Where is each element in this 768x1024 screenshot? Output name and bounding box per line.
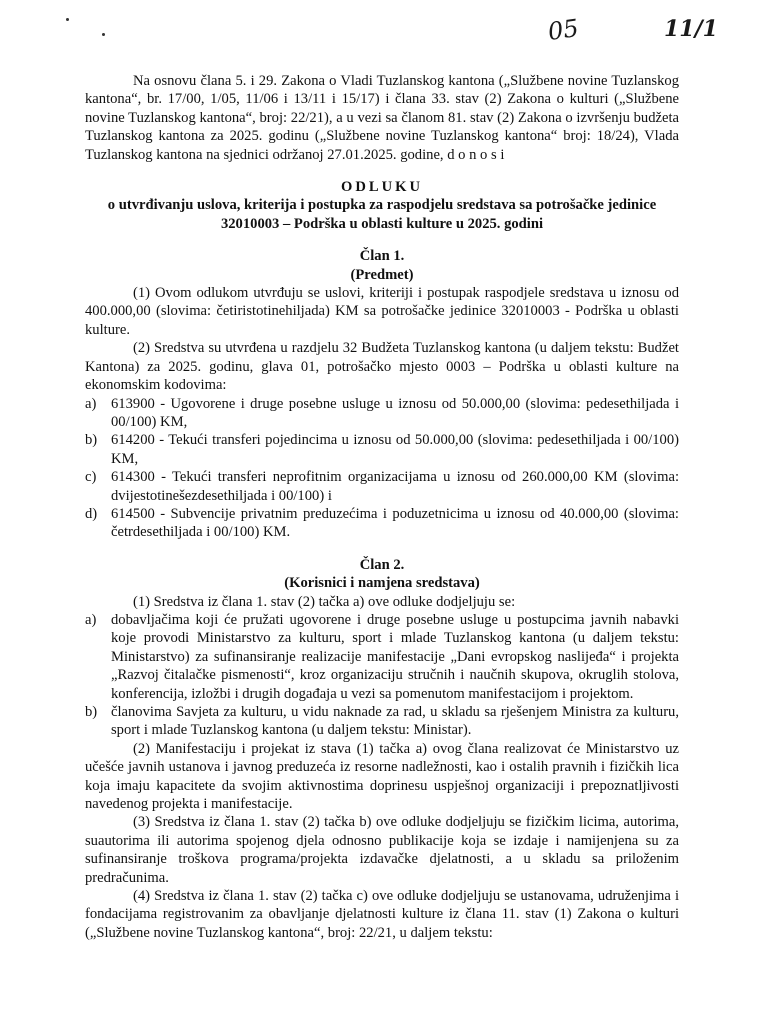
handwritten-page-number: 11/1	[664, 16, 718, 42]
list-marker: a)	[85, 395, 97, 412]
article-2-beneficiary-list	[85, 611, 679, 740]
list-item	[85, 395, 679, 432]
list-marker: d)	[85, 505, 98, 522]
list-item-text: 614500 - Subvencije privatnim preduzećima i poduzetnicima u iznosu od 40.000,00 (slovima: četrdesethiljada i 00/100) KM.	[111, 505, 679, 541]
article-1-paragraph-2: (2) Sredstva su utvrđena u razdjelu 32 Budžeta Tuzlanskog kantona (u daljem tekstu: Budžet Kantona) za 2025. godinu, glava 01, potrošačko mjesto 0003 – Podrška u oblasti kulture na ekonomskim kodovima:	[85, 340, 679, 394]
list-item	[85, 431, 679, 468]
list-item-text: 613900 - Ugovorene i druge posebne usluge u iznosu od 50.000,00 (slovima: pedesethiljada i 00/100) KM,	[111, 395, 679, 430]
list-marker: b)	[85, 704, 98, 720]
article-2-paragraph-4: (4) Sredstva iz člana 1. stav (2) tačka c) ove odluke dodjeljuju se ustanovama, udruženjima i fondacijama registrovanim za obavljanje djelatnosti kulture iz člana 11. stav (1) Zakona o kulturi („Službene novine Tuzlanskog kantona“, broj: 22/21, u daljem tekstu:	[85, 888, 679, 941]
document-title: ODLUKU	[340, 179, 424, 196]
scan-speck	[102, 33, 105, 36]
list-item	[85, 611, 679, 703]
list-item	[85, 505, 679, 542]
handwritten-mark-left: 05	[546, 14, 581, 46]
article-1-paragraph-1: (1) Ovom odlukom utvrđuju se uslovi, kriteriji i postupak raspodjele sredstava u iznosu od 400.000,00 (slovima: četiristotinehiljada) KM sa potrošačke jedinice 32010003 - Podrška u oblasti kulture.	[85, 285, 679, 338]
list-item-text: članovima Savjeta za kulturu, u vidu naknade za rad, u skladu sa rješenjem Ministra za kulturu, sport i mlade Tuzlanskog kantona (u daljem tekstu: Ministar).	[111, 704, 679, 739]
list-item-text: 614200 - Tekući transferi pojedincima u iznosu od 50.000,00 (slovima: pedesethiljada i 00/100) KM,	[111, 432, 679, 467]
scan-speck	[66, 18, 69, 21]
list-item	[85, 703, 679, 740]
list-marker: b)	[85, 432, 98, 449]
article-2-paragraph-2: (2) Manifestaciju i projekat iz stava (1) tačka a) ovog člana realizovat će Ministarstvo uz učešće javnih ustanova i javnog preduzeća iz resorne nadležnosti, kao i ostalih pravnih i fizičkih lica koja imaju kapacitete da svojim aktivnostima doprinesu uspješnoj organizaciji i prepoznatljivosti navedenog projekta i manifestacije.	[85, 740, 679, 813]
article-2-paragraph-3: (3) Sredstva iz člana 1. stav (2) tačka b) ove odluke dodjeljuju se fizičkim licima, autorima, suautorima ili autorima spojenog djela odnosno publikacije koja se izdaje i namijenjena su za sufinansiranje troškova programa/projekta izdavačke djelatnosti, a u skladu sa priloženim predračunima.	[85, 814, 679, 886]
preamble: Na osnovu člana 5. i 29. Zakona o Vladi Tuzlanskog kantona („Službene novine Tuzlanskog kantona“, br. 17/00, 1/05, 11/06 i 13/11 i 15/17) i člana 33. stav (2) Zakona o kulturi („Službene novine Tuzlanskog kantona“, broj: 22/21), a u vezi sa članom 81. stav (2) Zakona o izvršenju budžeta Tuzlanskog kantona za 2025. godinu („Službene novine Tuzlanskog kantona“ broj: 18/24), Vlada Tuzlanskog kantona na sjednici održanoj 27.01.2025. godine, d o n o s i	[85, 73, 679, 163]
list-marker: a)	[85, 611, 97, 628]
list-item	[85, 468, 679, 505]
list-item-text: dobavljačima koji će pružati ugovorene i druge posebne usluge u postupcima javnih nabavki koje provodi Ministarstvo za kulturu, sport i mlade Tuzlanskog kantona (u daljem tekstu: Ministarstvo) za sufinansiranje realizacije manifestacije „Dani evropskog naslijeđa“ i projekta „Razvoj čitalačke pismenosti“, kroz organizaciju stručnih i naučnih skupova, okruglih stolova, konferencija, izložbi i drugih događaja u vezi sa pomenutom manifestacijom i projektom.	[111, 611, 679, 702]
document-body	[85, 72, 679, 942]
article-1-code-list	[85, 395, 679, 542]
article-2-subheading: (Korisnici i namjena sredstava)	[284, 575, 480, 592]
list-item-text: 614300 - Tekući transferi neprofitnim organizacijama u iznosu od 260.000,00 KM (slovima: dvijestotinešezdesethiljada i 00/100) i	[111, 469, 679, 504]
article-2-heading: Član 2.	[359, 556, 405, 573]
document-subtitle: o utvrđivanju uslova, kriterija i postupka za raspodjelu sredstava sa potrošačke jedinice 32010003 – Podrška u oblasti kulture u 2025. godini	[107, 197, 657, 232]
article-1-subheading: (Predmet)	[350, 266, 414, 283]
article-1-heading: Član 1.	[359, 248, 405, 265]
article-2-paragraph-1: (1) Sredstva iz člana 1. stav (2) tačka a) ove odluke dodjeljuju se:	[133, 593, 516, 610]
list-marker: c)	[85, 469, 97, 486]
